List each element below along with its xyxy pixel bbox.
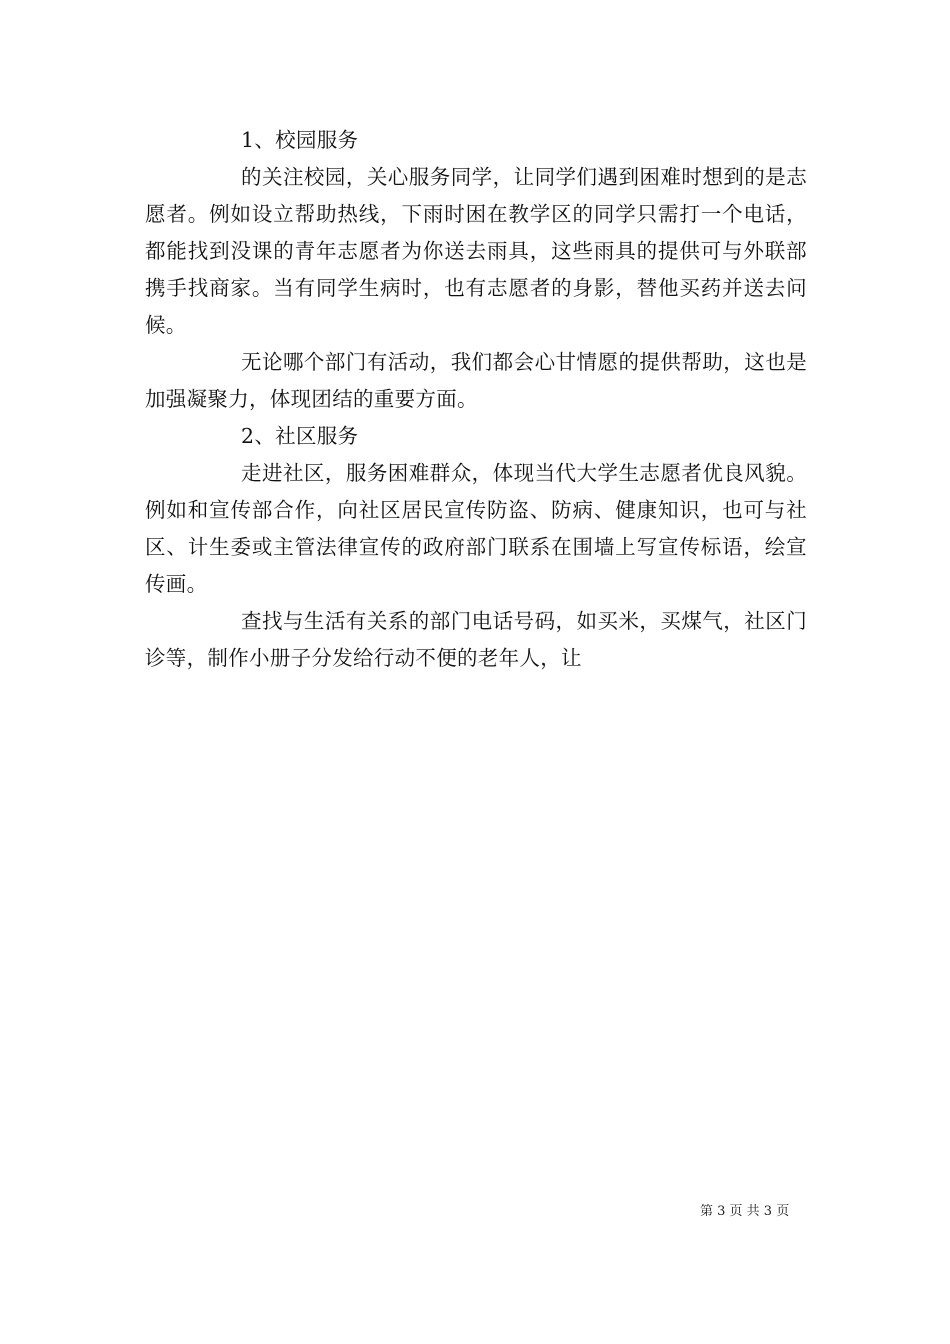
paragraph-campus-service: 的关注校园，关心服务同学，让同学们遇到困难时想到的是志愿者。例如设立帮助热线，下雨时困在教学区的同学只需打一个电话，都能找到没课的青年志愿者为你送去雨具，这些雨具的提供可与外联部携手找商家。当有同学生病时，也有志愿者的身影，替他买药并送去问候。 xyxy=(145,165,807,337)
section-heading-community: 2、社区服务 xyxy=(241,424,359,448)
paragraph-phone-booklet: 查找与生活有关系的部门电话号码，如买米，买煤气，社区门诊等，制作小册子分发给行动不便的老年人，让 xyxy=(145,609,807,670)
document-body xyxy=(145,122,807,677)
paragraph-community-service: 走进社区，服务困难群众，体现当代大学生志愿者优良风貌。例如和宣传部合作，向社区居民宣传防盗、防病、健康知识，也可与社区、计生委或主管法律宣传的政府部门联系在围墙上写宣传标语，绘宣传画。 xyxy=(145,461,807,596)
section-heading-campus: 1、校园服务 xyxy=(241,128,359,152)
page-number-footer: 第 3 页 共 3 页 xyxy=(700,1204,790,1219)
paragraph-department-help: 无论哪个部门有活动，我们都会心甘情愿的提供帮助，这也是加强凝聚力，体现团结的重要方面。 xyxy=(145,350,807,411)
